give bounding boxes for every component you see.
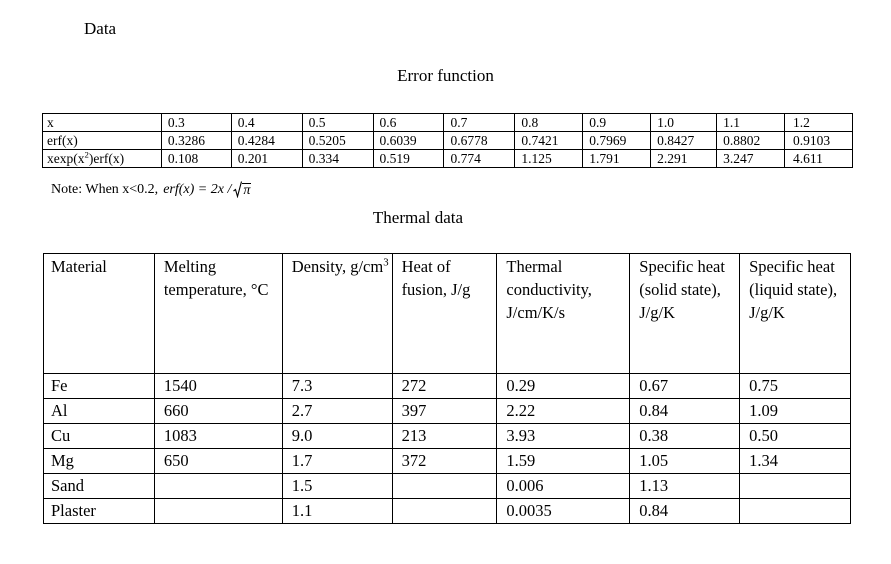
cell-material: Plaster: [44, 499, 155, 524]
density-label: Density, g/cm: [291, 257, 384, 276]
erf-cell: 0.6039: [373, 132, 444, 150]
erf-cell: 0.201: [231, 150, 302, 168]
erf-row-erf: [43, 132, 853, 150]
erf-cell: 0.4: [231, 114, 302, 132]
cell-density: 7.3: [282, 374, 392, 399]
cell-heat-of-fusion: 372: [392, 449, 497, 474]
header-thermal-conductivity: Thermal conductivity, J/cm/K/s: [497, 254, 630, 374]
erf-cell: 0.9: [583, 114, 651, 132]
erf-cell: 0.9103: [784, 132, 852, 150]
erf-cell: 0.8: [515, 114, 583, 132]
page-heading: Data: [84, 19, 117, 38]
erf-row-label: [43, 150, 162, 168]
cell-melting-temperature: 660: [154, 399, 282, 424]
erf-row-xexp: [43, 150, 853, 168]
erf-cell: 1.2: [784, 114, 852, 132]
cell-material: Mg: [44, 449, 155, 474]
erf-note: [51, 181, 251, 198]
erf-row-label: erf(x): [43, 132, 162, 150]
erf-cell: 0.5: [302, 114, 373, 132]
erf-cell: 0.4284: [231, 132, 302, 150]
erf-cell: 4.611: [784, 150, 852, 168]
table-row: [44, 474, 851, 499]
erf-cell: 0.7969: [583, 132, 651, 150]
label-part: )erf(x): [88, 151, 125, 166]
note-formula: erf(x) = 2x /: [163, 182, 232, 197]
erf-cell: 0.8802: [717, 132, 785, 150]
cell-thermal-conductivity: 0.006: [497, 474, 630, 499]
erf-cell: 0.6: [373, 114, 444, 132]
thermal-data-title: Thermal data: [372, 208, 464, 227]
erf-cell: 0.519: [373, 150, 444, 168]
cell-specific-heat-solid: 1.05: [630, 449, 740, 474]
cell-material: Fe: [44, 374, 155, 399]
cell-heat-of-fusion: [392, 474, 497, 499]
header-heat-of-fusion: Heat of fusion, J/g: [392, 254, 497, 374]
cell-specific-heat-solid: 1.13: [630, 474, 740, 499]
erf-cell: 2.291: [651, 150, 717, 168]
cell-specific-heat-liquid: 0.75: [740, 374, 851, 399]
cell-specific-heat-liquid: [740, 474, 851, 499]
cell-material: Cu: [44, 424, 155, 449]
cell-specific-heat-liquid: 1.09: [740, 399, 851, 424]
cell-heat-of-fusion: 397: [392, 399, 497, 424]
cell-material: Al: [44, 399, 155, 424]
erf-cell: 3.247: [717, 150, 785, 168]
cell-specific-heat-solid: 0.84: [630, 399, 740, 424]
cell-heat-of-fusion: 213: [392, 424, 497, 449]
cell-thermal-conductivity: 1.59: [497, 449, 630, 474]
cell-melting-temperature: [154, 499, 282, 524]
density-exponent: 3: [383, 256, 389, 269]
cell-melting-temperature: 1083: [154, 424, 282, 449]
erf-cell: 1.125: [515, 150, 583, 168]
header-specific-heat-liquid: Specific heat (liquid state), J/g/K: [740, 254, 851, 374]
erf-cell: 0.3: [161, 114, 231, 132]
header-material: Material: [44, 254, 155, 374]
erf-cell: 0.5205: [302, 132, 373, 150]
table-row: [44, 499, 851, 524]
cell-specific-heat-liquid: 0.50: [740, 424, 851, 449]
cell-melting-temperature: 650: [154, 449, 282, 474]
note-text: Note: When x<0.2,: [51, 182, 159, 197]
table-row: [44, 424, 851, 449]
erf-cell: 0.7421: [515, 132, 583, 150]
thermal-header-row: [44, 254, 851, 374]
header-density: [282, 254, 392, 374]
cell-heat-of-fusion: 272: [392, 374, 497, 399]
sqrt-radicand: π: [243, 183, 251, 198]
erf-cell: 1.791: [583, 150, 651, 168]
sqrt-symbol: [233, 181, 251, 198]
cell-density: 1.7: [282, 449, 392, 474]
erf-cell: 0.6778: [444, 132, 515, 150]
erf-row-label: x: [43, 114, 162, 132]
header-specific-heat-solid: Specific heat (solid state), J/g/K: [630, 254, 740, 374]
cell-specific-heat-solid: 0.67: [630, 374, 740, 399]
table-row: [44, 374, 851, 399]
erf-cell: 0.334: [302, 150, 373, 168]
radical-sign-icon: [233, 181, 242, 198]
erf-cell: 0.108: [161, 150, 231, 168]
cell-thermal-conductivity: 0.0035: [497, 499, 630, 524]
table-row: [44, 449, 851, 474]
cell-material: Sand: [44, 474, 155, 499]
cell-thermal-conductivity: 3.93: [497, 424, 630, 449]
header-melting-temperature: Melting temperature, °C: [154, 254, 282, 374]
erf-cell: 0.3286: [161, 132, 231, 150]
cell-density: 1.5: [282, 474, 392, 499]
cell-heat-of-fusion: [392, 499, 497, 524]
cell-density: 2.7: [282, 399, 392, 424]
cell-thermal-conductivity: 0.29: [497, 374, 630, 399]
thermal-data-table: [43, 253, 851, 524]
label-part: xexp(x: [47, 151, 85, 166]
cell-specific-heat-liquid: 1.34: [740, 449, 851, 474]
cell-melting-temperature: 1540: [154, 374, 282, 399]
cell-specific-heat-solid: 0.38: [630, 424, 740, 449]
thermal-table-body: [44, 374, 851, 524]
erf-cell: 0.774: [444, 150, 515, 168]
erf-cell: 0.7: [444, 114, 515, 132]
erf-cell: 0.8427: [651, 132, 717, 150]
table-row: [44, 399, 851, 424]
cell-density: 1.1: [282, 499, 392, 524]
cell-thermal-conductivity: 2.22: [497, 399, 630, 424]
cell-melting-temperature: [154, 474, 282, 499]
error-function-title: Error function: [397, 66, 494, 85]
erf-row-x: [43, 114, 853, 132]
label-exponent: 2: [84, 149, 89, 160]
cell-specific-heat-solid: 0.84: [630, 499, 740, 524]
erf-cell: 1.0: [651, 114, 717, 132]
erf-cell: 1.1: [717, 114, 785, 132]
cell-density: 9.0: [282, 424, 392, 449]
error-function-table: [42, 113, 853, 168]
cell-specific-heat-liquid: [740, 499, 851, 524]
